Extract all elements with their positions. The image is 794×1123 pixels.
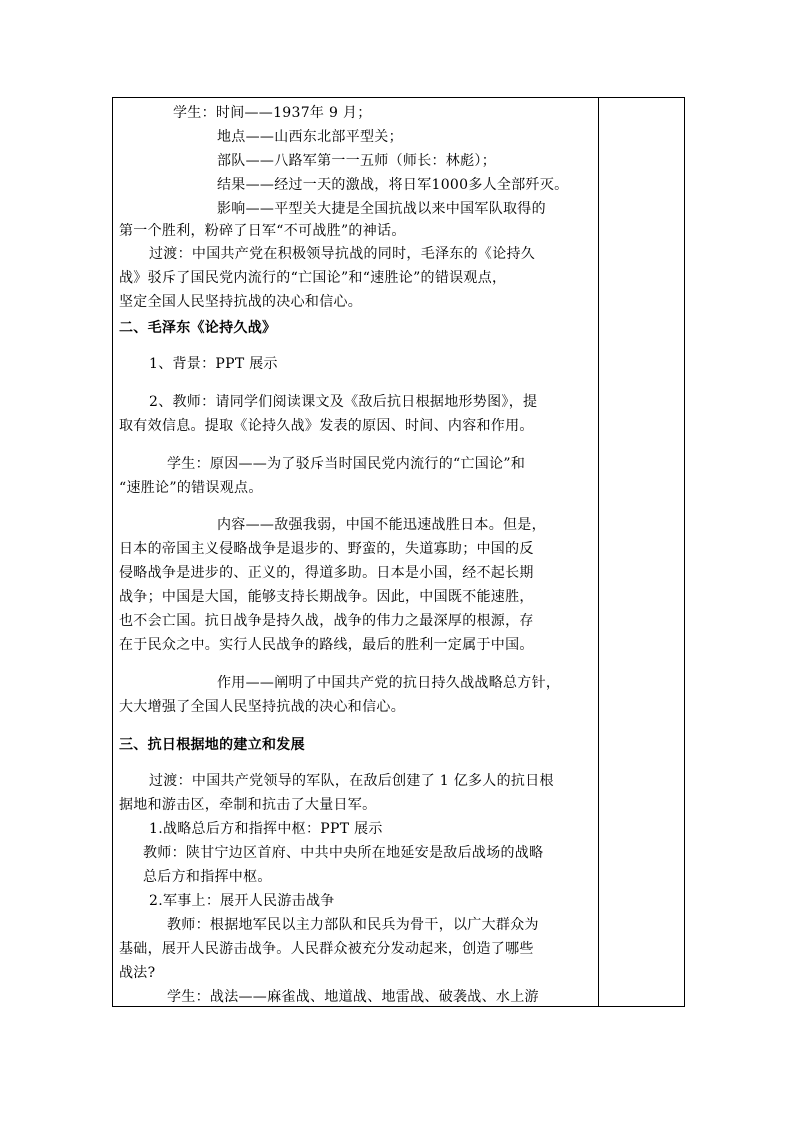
text-line: 1、背景：PPT 展示 — [149, 356, 278, 372]
text-line: 2.军事上：展开人民游击战争 — [149, 893, 335, 909]
text-line: 教师：陕甘宁边区首府、中共中央所在地延安是敌后战场的战略 — [143, 845, 544, 861]
text-line: 据地和游击区，牵制和抗击了大量日军。 — [119, 797, 377, 813]
text-line: 结果——经过一天的激战，将日军1000多人全部歼灭。 — [217, 177, 569, 193]
section-heading: 二、毛泽东《论持久战》 — [119, 320, 277, 336]
content-cell — [113, 98, 598, 1006]
text-line: 总后方和指挥中枢。 — [143, 869, 272, 885]
text-line: 取有效信息。提取《论持久战》发表的原因、时间、内容和作用。 — [119, 418, 534, 434]
text-line: 地点——山西东北部平型关； — [217, 129, 403, 145]
text-line: 内容——敌强我弱，中国不能迅速战胜日本。但是， — [217, 517, 546, 533]
text-line: 过渡：中国共产党领导的军队，在敌后创建了 1 亿多人的抗日根 — [149, 773, 554, 789]
text-line: 过渡：中国共产党在积极领导抗战的同时，毛泽东的《论持久 — [149, 246, 536, 262]
text-line: 在于民众之中。实行人民战争的路线，最后的胜利一定属于中国。 — [119, 637, 534, 653]
text-line: 作用——阐明了中国共产党的抗日持久战战略总方针， — [217, 675, 561, 691]
text-line: 大大增强了全国人民坚持抗战的决心和信心。 — [119, 699, 405, 715]
text-line: 战法? — [119, 965, 156, 981]
text-line: 也不会亡国。抗日战争是持久战，战争的伟力之最深厚的根源，存 — [119, 613, 534, 629]
text-line: 学生：原因——为了驳斥当时国民党内流行的“亡国论”和 — [167, 456, 526, 472]
text-line: 影响——平型关大捷是全国抗战以来中国军队取得的 — [217, 201, 546, 217]
text-line: 1.战略总后方和指挥中枢：PPT 展示 — [149, 821, 383, 837]
text-line: 第一个胜利，粉碎了日军“不可战胜”的神话。 — [119, 223, 406, 239]
text-line: 战争；中国是大国，能够支持长期战争。因此，中国既不能速胜， — [119, 589, 534, 605]
text-line: 战》驳斥了国民党内流行的“亡国论”和“速胜论”的错误观点， — [119, 270, 507, 286]
lesson-table — [112, 97, 685, 1007]
text-line: 2、教师：请同学们阅读课文及《敌后抗日根据地形势图》，提 — [149, 394, 538, 410]
text-line: 教师：根据地军民以主力部队和民兵为骨干，以广大群众为 — [167, 917, 539, 933]
text-line: 部队——八路军第一一五师（师长：林彪）； — [217, 153, 496, 169]
text-line: “速胜论”的错误观点。 — [119, 480, 263, 496]
text-line: 基础，展开人民游击战争。人民群众被充分发动起来，创造了哪些 — [119, 941, 534, 957]
text-line: 坚定全国人民坚持抗战的决心和信心。 — [119, 294, 363, 310]
text-line: 学生：时间——1937年 9 月； — [173, 105, 372, 121]
text-line: 学生：战法——麻雀战、地道战、地雷战、破袭战、水上游 — [167, 989, 539, 1005]
section-heading: 三、抗日根据地的建立和发展 — [119, 737, 305, 753]
notes-cell — [599, 98, 685, 1006]
text-line: 侵略战争是进步的、正义的，得道多助。日本是小国，经不起长期 — [119, 565, 534, 581]
text-line: 日本的帝国主义侵略战争是退步的、野蛮的，失道寡助；中国的反 — [119, 541, 534, 557]
